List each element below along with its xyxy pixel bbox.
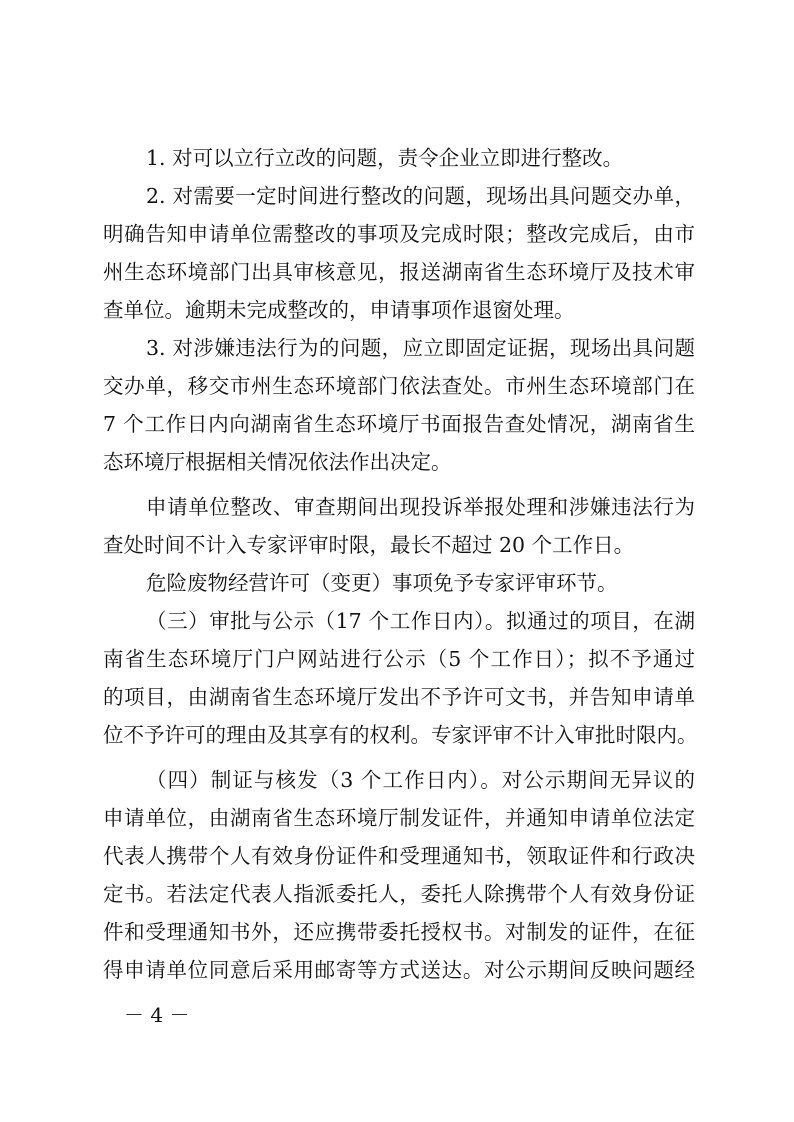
text-line: 南省生态环境厅门户网站进行公示（5 个工作日）；拟不予通过 xyxy=(103,647,695,671)
text-line: 申请单位整改、审查期间出现投诉举报处理和涉嫌违法行为 xyxy=(146,495,695,519)
text-line: 得申请单位同意后采用邮寄等方式送达。对公示期间反映问题经 xyxy=(103,958,695,982)
text-line: 州生态环境部门出具审核意见，报送湖南省生态环境厅及技术审 xyxy=(103,260,695,284)
text-line: 交办单，移交市州生态环境部门依法查处。市州生态环境部门在 xyxy=(103,374,695,398)
text-line: 2. 对需要一定时间进行整改的问题，现场出具问题交办单， xyxy=(146,184,695,208)
text-line: 危险废物经营许可（变更）事项免予专家评审环节。 xyxy=(146,571,618,595)
text-line: （四）制证与核发（3 个工作日内）。对公示期间无异议的 xyxy=(146,768,695,792)
page-number: － 4 － xyxy=(124,1003,190,1027)
text-line: 查处时间不计入专家评审时限，最长不超过 20 个工作日。 xyxy=(103,533,635,557)
text-line: 申请单位，由湖南省生态环境厅制发证件，并通知申请单位法定 xyxy=(103,806,695,830)
text-line: 查单位。逾期未完成整改的，申请事项作退窗处理。 xyxy=(103,298,575,322)
text-line: 代表人携带个人有效身份证件和受理通知书，领取证件和行政决 xyxy=(103,844,695,868)
text-line: 件和受理通知书外，还应携带委托授权书。对制发的证件，在征 xyxy=(103,920,695,944)
text-line: 7 个工作日内向湖南省生态环境厅书面报告查处情况，湖南省生 xyxy=(103,412,695,436)
text-line: （三）审批与公示（17 个工作日内）。拟通过的项目，在湖 xyxy=(146,609,695,633)
text-line: 的项目，由湖南省生态环境厅发出不予许可文书，并告知申请单 xyxy=(103,685,695,709)
text-line: 定书。若法定代表人指派委托人，委托人除携带个人有效身份证 xyxy=(103,882,695,906)
text-line: 明确告知申请单位需整改的事项及完成时限；整改完成后，由市 xyxy=(103,222,695,246)
text-line: 3. 对涉嫌违法行为的问题，应立即固定证据，现场出具问题 xyxy=(146,336,695,360)
text-line: 位不予许可的理由及其享有的权利。专家评审不计入审批时限内。 xyxy=(103,723,698,747)
text-line: 态环境厅根据相关情况依法作出决定。 xyxy=(103,450,452,474)
text-line: 1. 对可以立行立改的问题，责令企业立即进行整改。 xyxy=(146,146,624,170)
